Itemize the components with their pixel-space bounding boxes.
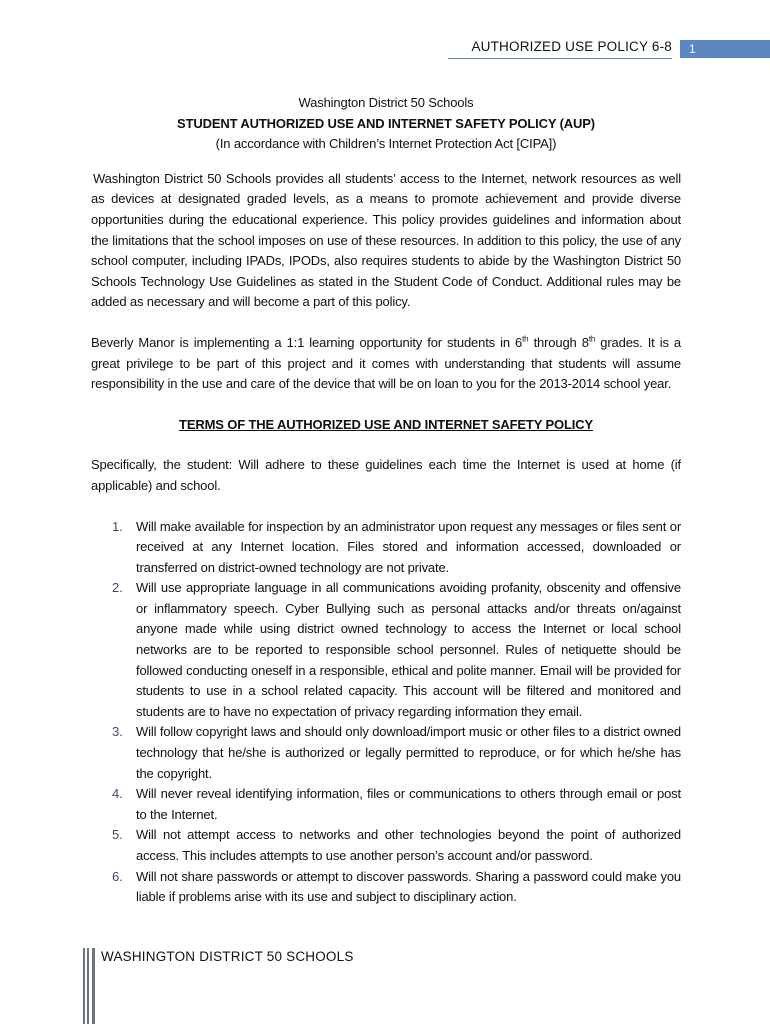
header-rule (448, 58, 672, 59)
list-number: 1. (112, 518, 123, 534)
list-item (91, 867, 681, 908)
document-body (91, 93, 681, 908)
list-item (91, 722, 681, 784)
list-item (91, 825, 681, 866)
title-block (91, 93, 681, 155)
footer-bar (92, 948, 95, 1024)
list-item (91, 578, 681, 722)
footer-bars (83, 948, 95, 1024)
rules-list (91, 517, 681, 908)
program-sup-2: th (588, 334, 596, 344)
list-number: 3. (112, 724, 123, 740)
list-number: 6. (112, 868, 123, 884)
list-text: Will never reveal identifying information, files or communications to others through email or post to the Internet. (136, 786, 681, 822)
list-item (91, 517, 681, 579)
list-text: Will use appropriate language in all communications avoiding profanity, obscenity and offensive or inflammatory speech. Cyber Bullying such as personal attacks and/or threats on/against anyone made while using district owned technology to access the Internet or local school networks are to be reported to responsible school personnel. Rules of netiquette should be followed conducting oneself in a responsible, ethical and polite manner. Email will be provided for students to use in a school related capacity. This account will be filtered and monitored and students are to have no expectation of privacy regarding information they email. (136, 580, 681, 719)
header-title: AUTHORIZED USE POLICY 6-8 (471, 39, 672, 54)
list-text: Will not share passwords or attempt to discover passwords. Sharing a password could make you liable if problems arise with its use and subject to disciplinary action. (136, 868, 681, 905)
list-text: Will make available for inspection by an administrator upon request any messages or files sent or received at any Internet location. Files stored and information accessed, downloaded or transferred on district-owned technology are not private. (136, 518, 681, 575)
list-number: 4. (112, 786, 123, 802)
intro-paragraph: Washington District 50 Schools provides all students’ access to the Internet, network resources as well as devices at designated graded levels, as a means to promote achievement and provide diverse opportunities during the educational experience. This policy provides guidelines and information about the limitations that the school imposes on use of these resources. In addition to this policy, the use of any school computer, including IPADs, IPODs, also requires students to abide by the Washington District 50 Schools Technology Use Guidelines as stated in the Student Code of Conduct. Additional rules may be added as necessary and will become a part of this policy. (91, 170, 681, 310)
page-number-badge: 1 (680, 40, 770, 58)
document-title: STUDENT AUTHORIZED USE AND INTERNET SAFETY POLICY (AUP) (177, 115, 595, 131)
program-text-1: Beverly Manor is implementing a 1:1 learning opportunity for students in 6 (91, 334, 523, 350)
district-name: Washington District 50 Schools (298, 95, 474, 110)
program-text-2: through 8 (528, 334, 589, 350)
specifically-paragraph: Specifically, the student: Will adhere to these guidelines each time the Internet is used at home (if applicable) and school. (91, 457, 681, 493)
terms-heading: TERMS OF THE AUTHORIZED USE AND INTERNET SAFETY POLICY (179, 416, 593, 432)
list-text: Will follow copyright laws and should only download/import music or other files to a district owned technology that he/she is authorized or legally permitted to reproduce, or for which he/she has the copyright. (136, 724, 681, 781)
program-paragraph (91, 333, 681, 395)
list-number: 5. (112, 827, 123, 843)
document-subtitle: (In accordance with Children’s Internet Protection Act [CIPA]) (215, 136, 557, 152)
footer-text: WASHINGTON DISTRICT 50 SCHOOLS (101, 949, 354, 964)
list-item (91, 784, 681, 825)
footer-bar (87, 948, 89, 1024)
list-number: 2. (112, 580, 123, 596)
program-text-3: grades. It is a great privilege to be part of this project and it comes with understanding that students will assume responsibility in the use and care of the device that will be on loan to you for the 2013-2014 school year. (91, 334, 681, 392)
list-text: Will not attempt access to networks and other technologies beyond the point of authorized access. This includes attempts to use another person’s account and/or password. (136, 827, 681, 863)
program-sup-1: th (522, 334, 529, 344)
page-header (0, 38, 770, 60)
footer-bar (83, 948, 85, 1024)
